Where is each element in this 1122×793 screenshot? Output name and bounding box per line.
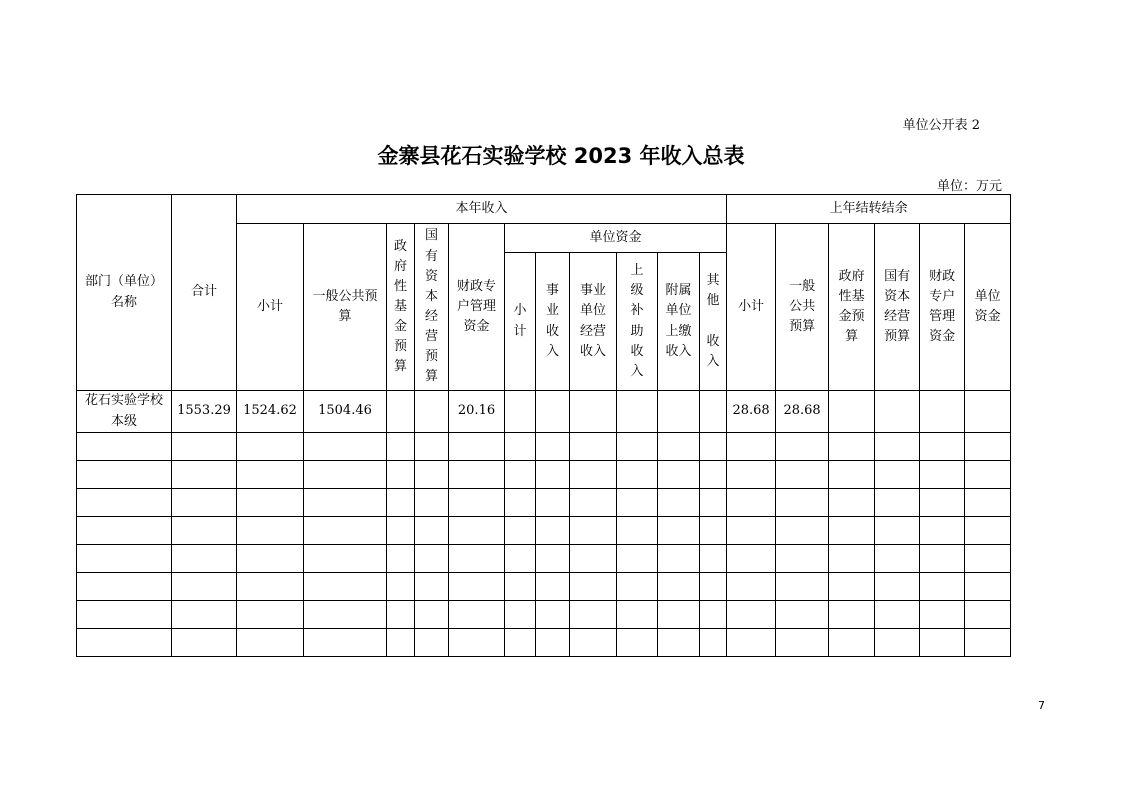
empty-cell xyxy=(237,461,304,489)
empty-cell xyxy=(505,461,536,489)
empty-cell xyxy=(920,601,965,629)
empty-cell xyxy=(965,433,1011,461)
empty-cell xyxy=(875,545,920,573)
empty-cell xyxy=(415,545,449,573)
table-cell xyxy=(920,391,965,433)
page-title: 金寨县花石实验学校 2023 年收入总表 xyxy=(377,144,745,168)
empty-cell xyxy=(536,489,570,517)
empty-cell xyxy=(965,573,1011,601)
empty-cell xyxy=(920,433,965,461)
empty-cell xyxy=(237,545,304,573)
empty-cell xyxy=(700,489,727,517)
empty-cell xyxy=(172,433,237,461)
col-uf-affiliated-income: 附属 单位 上缴 收入 xyxy=(658,253,700,391)
empty-cell xyxy=(658,461,700,489)
table-cell xyxy=(965,391,1011,433)
empty-table-row xyxy=(77,629,1011,657)
table-cell: 28.68 xyxy=(776,391,829,433)
empty-cell xyxy=(920,629,965,657)
col-group-prior-year: 上年结转结余 xyxy=(727,195,1011,224)
empty-cell xyxy=(776,461,829,489)
empty-cell xyxy=(304,461,387,489)
empty-cell xyxy=(172,517,237,545)
empty-cell xyxy=(536,545,570,573)
table-cell: 20.16 xyxy=(449,391,505,433)
empty-cell xyxy=(617,517,658,545)
empty-cell xyxy=(829,461,875,489)
empty-cell xyxy=(875,433,920,461)
empty-cell xyxy=(920,489,965,517)
empty-cell xyxy=(617,489,658,517)
empty-cell xyxy=(727,629,776,657)
empty-cell xyxy=(658,433,700,461)
empty-cell xyxy=(875,461,920,489)
empty-cell xyxy=(776,629,829,657)
col-cy-subtotal: 小计 xyxy=(237,224,304,391)
empty-cell xyxy=(449,433,505,461)
empty-cell xyxy=(304,517,387,545)
empty-cell xyxy=(449,573,505,601)
empty-cell xyxy=(172,601,237,629)
col-cy-state-capital: 国 有 资 本 经 营 预 算 xyxy=(415,224,449,391)
empty-cell xyxy=(536,573,570,601)
empty-cell xyxy=(700,461,727,489)
empty-cell xyxy=(536,601,570,629)
empty-cell xyxy=(505,517,536,545)
empty-cell xyxy=(570,545,617,573)
empty-cell xyxy=(536,461,570,489)
empty-cell xyxy=(172,461,237,489)
col-uf-business-income: 事 业 收 入 xyxy=(536,253,570,391)
col-py-unit-funds: 单位 资金 xyxy=(965,224,1011,391)
page-number: 7 xyxy=(1038,699,1045,712)
empty-cell xyxy=(965,601,1011,629)
empty-table-row xyxy=(77,433,1011,461)
empty-cell xyxy=(776,517,829,545)
table-row xyxy=(77,391,1011,433)
empty-table-row xyxy=(77,573,1011,601)
empty-cell xyxy=(172,573,237,601)
table-cell xyxy=(829,391,875,433)
empty-cell xyxy=(617,629,658,657)
table-cell xyxy=(658,391,700,433)
empty-cell xyxy=(415,433,449,461)
empty-cell xyxy=(505,601,536,629)
empty-cell xyxy=(415,573,449,601)
unit-label: 单位：万元 xyxy=(936,179,1002,194)
empty-table-row xyxy=(77,545,1011,573)
empty-cell xyxy=(776,433,829,461)
col-py-general-budget: 一般 公共 预算 xyxy=(776,224,829,391)
empty-cell xyxy=(449,517,505,545)
empty-cell xyxy=(505,573,536,601)
table-cell: 1504.46 xyxy=(304,391,387,433)
empty-cell xyxy=(387,461,415,489)
col-group-unit-funds: 单位资金 xyxy=(505,224,727,253)
empty-cell xyxy=(237,629,304,657)
empty-cell xyxy=(387,489,415,517)
empty-cell xyxy=(965,489,1011,517)
empty-cell xyxy=(727,573,776,601)
empty-cell xyxy=(536,629,570,657)
empty-cell xyxy=(237,517,304,545)
table-cell: 28.68 xyxy=(727,391,776,433)
empty-cell xyxy=(617,461,658,489)
empty-cell xyxy=(387,517,415,545)
empty-cell xyxy=(536,517,570,545)
col-group-current-year: 本年收入 xyxy=(237,195,727,224)
col-py-subtotal: 小计 xyxy=(727,224,776,391)
table-header xyxy=(77,195,1011,391)
empty-cell xyxy=(449,629,505,657)
table-cell xyxy=(700,391,727,433)
empty-cell xyxy=(875,629,920,657)
empty-cell xyxy=(449,489,505,517)
empty-cell xyxy=(304,433,387,461)
empty-cell xyxy=(237,489,304,517)
empty-cell xyxy=(304,545,387,573)
empty-cell xyxy=(415,629,449,657)
empty-cell xyxy=(776,489,829,517)
table-cell xyxy=(875,391,920,433)
col-py-fiscal-special: 财政 专户 管理 资金 xyxy=(920,224,965,391)
table-cell xyxy=(617,391,658,433)
empty-cell xyxy=(77,573,172,601)
empty-cell xyxy=(776,601,829,629)
col-cy-fiscal-special: 财政专 户管理 资金 xyxy=(449,224,505,391)
empty-cell xyxy=(875,573,920,601)
table-body xyxy=(77,391,1011,657)
empty-cell xyxy=(700,573,727,601)
empty-cell xyxy=(700,545,727,573)
empty-cell xyxy=(570,601,617,629)
table-cell xyxy=(536,391,570,433)
empty-cell xyxy=(415,489,449,517)
empty-cell xyxy=(387,545,415,573)
empty-cell xyxy=(387,601,415,629)
empty-cell xyxy=(776,573,829,601)
empty-table-row xyxy=(77,489,1011,517)
empty-cell xyxy=(658,601,700,629)
empty-cell xyxy=(237,601,304,629)
table-cell xyxy=(387,391,415,433)
empty-cell xyxy=(658,629,700,657)
empty-cell xyxy=(776,545,829,573)
empty-cell xyxy=(536,433,570,461)
col-cy-gov-fund: 政 府 性 基 金 预 算 xyxy=(387,224,415,391)
empty-cell xyxy=(304,601,387,629)
empty-cell xyxy=(505,629,536,657)
empty-cell xyxy=(920,461,965,489)
empty-cell xyxy=(449,461,505,489)
empty-cell xyxy=(829,629,875,657)
empty-cell xyxy=(617,545,658,573)
col-uf-other-income: 其 他 收 入 xyxy=(700,253,727,391)
empty-cell xyxy=(570,517,617,545)
empty-cell xyxy=(700,629,727,657)
table-cell xyxy=(505,391,536,433)
empty-cell xyxy=(658,517,700,545)
empty-cell xyxy=(829,545,875,573)
empty-cell xyxy=(700,601,727,629)
empty-cell xyxy=(387,629,415,657)
empty-cell xyxy=(965,517,1011,545)
empty-cell xyxy=(77,461,172,489)
col-py-state-capital: 国有 资本 经营 预算 xyxy=(875,224,920,391)
empty-cell xyxy=(727,545,776,573)
empty-cell xyxy=(617,573,658,601)
empty-cell xyxy=(387,433,415,461)
empty-cell xyxy=(505,545,536,573)
empty-cell xyxy=(617,433,658,461)
empty-cell xyxy=(965,629,1011,657)
empty-cell xyxy=(829,433,875,461)
empty-cell xyxy=(920,573,965,601)
empty-cell xyxy=(387,573,415,601)
empty-cell xyxy=(304,489,387,517)
col-uf-superior-subsidy: 上 级 补 助 收 入 xyxy=(617,253,658,391)
table-cell xyxy=(415,391,449,433)
empty-cell xyxy=(875,517,920,545)
empty-cell xyxy=(172,545,237,573)
empty-cell xyxy=(658,545,700,573)
empty-cell xyxy=(727,433,776,461)
empty-cell xyxy=(658,489,700,517)
empty-cell xyxy=(505,433,536,461)
empty-cell xyxy=(965,461,1011,489)
table-cell: 1553.29 xyxy=(172,391,237,433)
col-dept-name: 部门（单位） 名称 xyxy=(77,195,172,391)
empty-cell xyxy=(304,629,387,657)
empty-cell xyxy=(727,461,776,489)
empty-cell xyxy=(658,573,700,601)
empty-cell xyxy=(727,517,776,545)
empty-cell xyxy=(829,517,875,545)
empty-cell xyxy=(875,489,920,517)
empty-cell xyxy=(727,489,776,517)
empty-cell xyxy=(875,601,920,629)
empty-cell xyxy=(237,433,304,461)
empty-cell xyxy=(172,629,237,657)
empty-table-row xyxy=(77,517,1011,545)
empty-cell xyxy=(449,545,505,573)
table-cell: 1524.62 xyxy=(237,391,304,433)
empty-cell xyxy=(77,601,172,629)
empty-cell xyxy=(505,489,536,517)
income-table xyxy=(76,194,1011,657)
form-number: 单位公开表 2 xyxy=(902,118,980,133)
empty-cell xyxy=(237,573,304,601)
empty-cell xyxy=(415,517,449,545)
col-py-gov-fund: 政府 性基 金预 算 xyxy=(829,224,875,391)
empty-cell xyxy=(415,461,449,489)
empty-cell xyxy=(700,517,727,545)
empty-cell xyxy=(920,517,965,545)
empty-cell xyxy=(965,545,1011,573)
empty-cell xyxy=(829,489,875,517)
table-cell xyxy=(570,391,617,433)
col-total: 合计 xyxy=(172,195,237,391)
empty-cell xyxy=(304,573,387,601)
empty-cell xyxy=(172,489,237,517)
col-uf-operating-income: 事业 单位 经营 收入 xyxy=(570,253,617,391)
empty-cell xyxy=(920,545,965,573)
empty-cell xyxy=(77,489,172,517)
empty-cell xyxy=(829,573,875,601)
empty-table-row xyxy=(77,461,1011,489)
empty-cell xyxy=(77,545,172,573)
empty-cell xyxy=(570,573,617,601)
empty-cell xyxy=(570,629,617,657)
col-cy-general-budget: 一般公共预 算 xyxy=(304,224,387,391)
empty-cell xyxy=(570,489,617,517)
empty-cell xyxy=(727,601,776,629)
empty-cell xyxy=(77,517,172,545)
empty-cell xyxy=(449,601,505,629)
row-dept-name: 花石实验学校 本级 xyxy=(77,391,172,433)
empty-cell xyxy=(700,433,727,461)
empty-cell xyxy=(77,629,172,657)
empty-cell xyxy=(570,461,617,489)
empty-cell xyxy=(829,601,875,629)
empty-table-row xyxy=(77,601,1011,629)
empty-cell xyxy=(77,433,172,461)
col-uf-subtotal: 小 计 xyxy=(505,253,536,391)
empty-cell xyxy=(570,433,617,461)
empty-cell xyxy=(415,601,449,629)
empty-cell xyxy=(617,601,658,629)
